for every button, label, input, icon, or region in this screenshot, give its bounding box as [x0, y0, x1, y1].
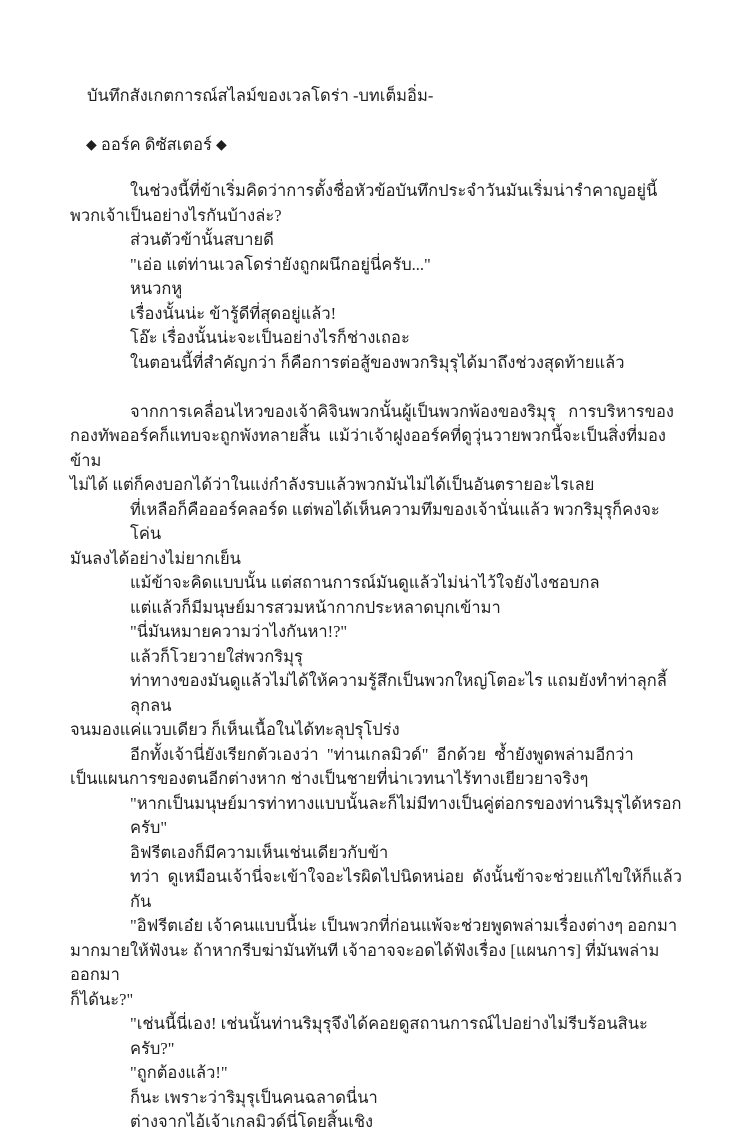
text-line: จนมองแค่แวบเดียว ก็เห็นเนื้อในได้ทะลุปรุโปร่ง	[70, 720, 400, 739]
text-line: "เอ่อ แต่ท่านเวลโดร่ายังถูกผนึกอยู่นี่ครับ..."	[130, 254, 431, 274]
text-line: พวกเจ้าเป็นอย่างไรกันบ้างล่ะ?	[70, 205, 282, 225]
text-line: "หากเป็นมนุษย์มารท่าทางแบบนั้นละก็ไม่มีทางเป็นคู่ต่อกรของท่านริมุรุได้หรอกครับ"	[130, 793, 682, 837]
text-line: กองทัพออร์คก็แทบจะถูกพังทลายสิ้น แม้ว่าเจ้าฝูงออร์คที่ดูวุ่นวายพวกนี้จะเป็นสิ่งที่มองข้าม	[70, 426, 666, 470]
text-line: โอ๊ะ เรื่องนั้นน่ะจะเป็นอย่างไรก็ช่างเถอะ	[130, 328, 410, 347]
text-line: ในตอนนี้ที่สำคัญกว่า ก็คือการต่อสู้ของพวกริมุรุได้มาถึงช่วงสุดท้ายแล้ว	[130, 352, 625, 372]
text-line: ท่าทางของมันดูแล้วไม่ได้ให้ความรู้สึกเป็นพวกใหญ่โตอะไร แถมยังทำท่าลุกลี้ลุกลน	[130, 671, 667, 715]
text-line: ที่เหลือก็คือออร์คลอร์ด แต่พอได้เห็นความทึมของเจ้านั่นแล้ว พวกริมุรุก็คงจะโค่น	[130, 499, 660, 543]
text-line: "ถูกต้องแล้ว!"	[130, 1063, 228, 1082]
diamond-icon: ◆	[86, 138, 97, 153]
blank-line	[70, 375, 682, 400]
text-line: มันลงได้อย่างไม่ยากเย็น	[70, 548, 241, 568]
text-line: ต่างจากไอ้เจ้าเกลมิวด์นี่โดยสิ้นเชิง	[130, 1112, 374, 1131]
diamond-icon: ◆	[216, 138, 227, 153]
text-line: ทว่า ดูเหมือนเจ้านี่จะเข้าใจอะไรผิดไปนิดหน่อย ดังนั้นข้าจะช่วยแก้ไขให้ก็แล้วกัน	[130, 867, 682, 911]
section-heading-label: ออร์ค ดิซัสเตอร์	[100, 135, 212, 154]
page-title: บันทึกสังเกตการณ์สไลม์ของเวลโดร่า -บทเต็มอิ่ม-	[87, 86, 434, 105]
text-line: อีกทั้งเจ้านี่ยังเรียกตัวเองว่า "ท่านเกลมิวด์" อีกด้วย ซ้ำยังพูดพล่ามอีกว่า	[130, 744, 634, 764]
text-line: แต่แล้วก็มีมนุษย์มารสวมหน้ากากประหลาดบุกเข้ามา	[130, 597, 501, 617]
text-line: เป็นแผนการของตนอีกต่างหาก ช่างเป็นชายที่น่าเวทนาไร้ทางเยียวยาจริงๆ	[70, 769, 589, 788]
text-line: อิฟรีตเองก็มีความเห็นเช่นเดียวกับข้า	[130, 842, 389, 862]
document-body	[70, 179, 682, 1135]
section-heading	[86, 133, 227, 159]
text-line: มากมายให้ฟังนะ ถ้าหากรีบฆ่ามันทันที เจ้าอาจจะอดได้ฟังเรื่อง [แผนการ] ที่มันพล่ามออกมา	[70, 940, 660, 984]
text-line: ก็นะ เพราะว่าริมุรุเป็นคนฉลาดนี่นา	[130, 1087, 378, 1107]
text-line: แม้ข้าจะคิดแบบนั้น แต่สถานการณ์มันดูแล้วไม่น่าไว้ใจยังไงชอบกล	[130, 573, 600, 592]
text-line: หนวกหู	[130, 279, 183, 298]
text-line: "เช่นนี้นี่เอง! เช่นนั้นท่านริมุรุจึงได้คอยดูสถานการณ์ไปอย่างไม่รีบร้อนสินะครับ?"	[130, 1014, 648, 1058]
text-line: "อิฟรีตเอ๋ย เจ้าคนแบบนี้น่ะ เป็นพวกที่ก่อนแพ้จะช่วยพูดพล่ามเรื่องต่างๆ ออกมา	[130, 916, 678, 935]
text-line: เรื่องนั้นน่ะ ข้ารู้ดีที่สุดอยู่แล้ว!	[130, 303, 337, 323]
text-line: ไม่ได้ แต่ก็คงบอกได้ว่าในแง่กำลังรบแล้วพวกมันไม่ได้เป็นอันตรายอะไรเลย	[70, 475, 595, 494]
text-line: แล้วก็โวยวายใส่พวกริมุรุ	[130, 646, 303, 666]
text-line: ก็ได้นะ?"	[70, 989, 134, 1009]
text-line: จากการเคลื่อนไหวของเจ้าคิจินพวกนั้นผู้เป็นพวกพ้องของริมุรุ การบริหารของ	[130, 401, 674, 421]
text-line: ส่วนตัวข้านั้นสบายดี	[130, 230, 274, 249]
text-line: "นี่มันหมายความว่าไงกันหา!?"	[130, 622, 348, 641]
text-line: ในช่วงนี้ที่ข้าเริ่มคิดว่าการตั้งชื่อหัวข้อบันทึกประจำวันมันเริ่มน่ารำคาญอยู่นี้	[130, 181, 658, 200]
